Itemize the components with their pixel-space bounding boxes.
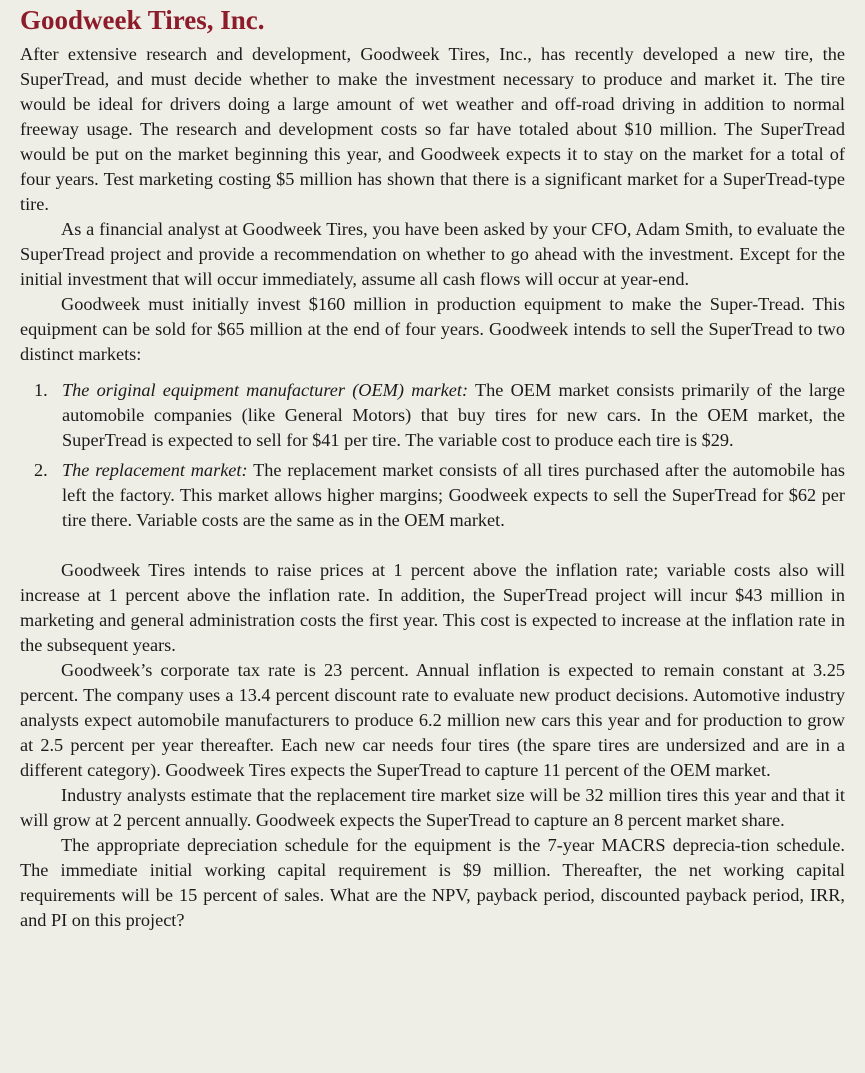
list-item-replacement-market [34,458,846,533]
list-term: The original equipment manufacturer (OEM) market: [62,380,469,400]
list-text: The replacement market consists of all tires purchased after the automobile has left the factory. This market allows higher margins; Goodweek expects to sell the SuperTread for $62 per tire there. Variable costs are the same as in the OEM market. [62,460,846,530]
paragraph-pricing: Goodweek Tires intends to raise prices at 1 percent above the inflation rate; variable costs also will increase at 1 percent above the inflation rate. In addition, the SuperTread project will incur $43 million in marketing and general administration costs the first year. This cost is expected to increase at the inflation rate in the subsequent years. [20,560,845,655]
spacer [20,545,845,558]
paragraph-tax-inflation: Goodweek’s corporate tax rate is 23 percent. Annual inflation is expected to remain constant at 3.25 percent. The company uses a 13.4 percent discount rate to evaluate new product decisions. Automotive industry analysts expect automobile manufacturers to produce 6.2 million new cars this year and for production to grow at 2.5 percent per year thereafter. Each new car needs four tires (the spare tires are undersized and are in a different category). Goodweek Tires expects the SuperTread to capture 11 percent of the OEM market. [20,660,845,780]
list-text: The OEM market consists primarily of the large automobile companies (like General Motors) that buy tires for new cars. In the OEM market, the SuperTread is expected to sell for $41 per tire. The variable cost to produce each tire is $29. [62,380,845,450]
paragraph-replacement-market: Industry analysts estimate that the replacement tire market size will be 32 million tires this year and that it will grow at 2 percent annually. Goodweek expects the SuperTread to capture an 8 percent market share. [20,785,845,830]
list-item-oem-market [34,378,845,453]
list-term: The replacement market: [62,460,248,480]
paragraph-depreciation-question: The appropriate depreciation schedule for the equipment is the 7-year MACRS deprecia-tion schedule. The immediate initial working capital requirement is $9 million. Thereafter, the net working capital requirements will be 15 percent of sales. What are the NPV, payback period, discounted payback period, IRR, and PI on this project? [20,835,845,930]
case-title: Goodweek Tires, Inc. [20,5,265,35]
paragraph-assignment: As a financial analyst at Goodweek Tires, you have been asked by your CFO, Adam Smith, to evaluate the SuperTread project and provide a recommendation on whether to go ahead with the investment. Except for the initial investment that will occur immediately, assume all cash flows will occur at year-end. [20,219,845,289]
list-number: 2. [34,460,48,480]
markets-list [20,378,845,533]
paragraph-investment: Goodweek must initially invest $160 million in production equipment to make the Super-Tread. This equipment can be sold for $65 million at the end of four years. Goodweek intends to sell the SuperTread to two distinct markets: [20,294,845,364]
paragraph-intro: After extensive research and development, Goodweek Tires, Inc., has recently developed a new tire, the SuperTread, and must decide whether to make the investment necessary to produce and market it. The tire would be ideal for drivers doing a large amount of wet weather and off-road driving in addition to normal freeway usage. The research and development costs so far have totaled about $10 million. The SuperTread would be put on the market beginning this year, and Goodweek expects it to stay on the market for a total of four years. Test marketing costing $5 million has shown that there is a significant market for a SuperTread-type tire. [20,44,845,214]
list-number: 1. [34,380,48,400]
